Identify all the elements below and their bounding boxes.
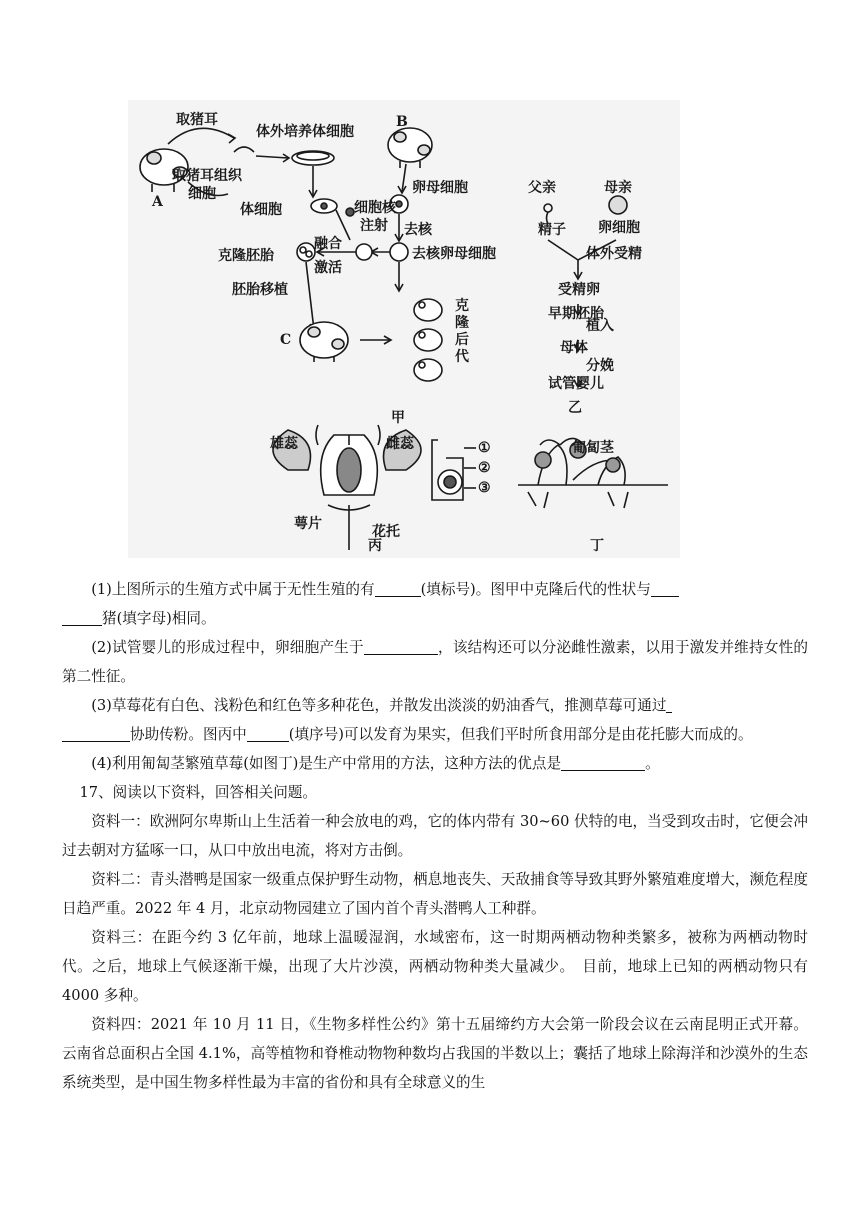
label-stolon: 匍匐茎	[572, 440, 614, 456]
label-n1: ①	[478, 440, 491, 456]
label-receptacle: 花托	[372, 524, 400, 540]
ear-tissue-icon	[234, 147, 254, 152]
label-n2: ②	[478, 460, 491, 476]
material-3: 资料三：在距今约 3 亿年前，地球上温暖湿润，水域密布，这一时期两栖动物种类繁多，被称为两栖动物时代。之后，地球上气候逐渐干燥，出现了大片沙漠，两栖动物种类大量减少。 目前，地球上已知的两栖动物只有4000 多种。	[62, 929, 808, 1004]
material-1: 资料一：欧洲阿尔卑斯山上生活着一种会放电的鸡，它的体内带有 30~60 伏特的电，当受到攻击时，它便会冲过去朝对方猛啄一口，从口中放出电流，将对方击倒。	[62, 813, 808, 859]
label-mother-body: 母体	[560, 340, 588, 356]
label-yi: 乙	[568, 400, 582, 416]
q3-answer-blank-2[interactable]	[247, 724, 289, 742]
label-mother: 母亲	[604, 180, 632, 196]
label-enucleated-egg: 去核卵母细胞	[412, 246, 496, 262]
label-father: 父亲	[528, 180, 556, 196]
enucleated-egg-icon	[390, 243, 408, 261]
arrow-take-ear	[168, 128, 234, 144]
label-baby: 试管婴儿	[548, 376, 604, 392]
label-sperm: 精子	[538, 222, 566, 238]
label-clone-embryo: 克隆胚胎	[218, 248, 274, 264]
clone-offspring-icons	[414, 299, 442, 381]
label-enucleate: 去核	[404, 222, 432, 238]
q1-answer-blank-2a[interactable]	[651, 579, 679, 597]
label-nucleus-2: 注射	[360, 218, 388, 234]
question-4	[62, 749, 808, 778]
egg-icon	[609, 196, 627, 214]
q2-part-a: (2)试管婴儿的形成过程中，卵细胞产生于	[91, 639, 364, 656]
label-bing: 丙	[368, 538, 382, 554]
material-2: 资料二：青头潜鸭是国家一级重点保护野生动物，栖息地丧失、天敌捕食等导致其野外繁殖难度增大，濒危程度日趋严重。2022 年 4 月，北京动物园建立了国内首个青头潜鸭人工种群。	[62, 871, 808, 917]
label-birth: 分娩	[586, 358, 614, 374]
question-2	[62, 633, 808, 691]
question-1	[62, 575, 808, 633]
q1-part-b: (填标号)。图甲中克隆后代的性状与	[420, 581, 651, 598]
q1-answer-blank-2b[interactable]	[62, 608, 102, 626]
q4-part-b: 。	[645, 755, 660, 772]
question-3	[62, 691, 808, 749]
q1-part-c: 猪(填字母)相同。	[102, 610, 216, 627]
q2-part-b: ，该结构还可以分泌雌性激素，以用于激发并维持女性的第二性征。	[62, 639, 808, 685]
label-pig-b: B	[396, 114, 408, 130]
q3-answer-blank-1a[interactable]	[666, 695, 672, 713]
q3-part-c: (填序号)可以发育为果实，但我们平时所食用部分是由花托膨大而成的。	[288, 726, 753, 743]
label-somatic-cell: 体细胞	[240, 202, 282, 218]
q1-part-a: (1)上图所示的生殖方式中属于无性生殖的有	[91, 581, 375, 598]
pig-b-icon	[388, 128, 432, 168]
material-4: 资料四：2021 年 10 月 11 日，《生物多样性公约》第十五届缔约方大会第一阶段会议在云南昆明正式开幕。云南省总面积占全国 4.1%，高等植物和脊椎动物物种数均占我国的半数以上；囊括了地球上除海洋和沙漠外的生态系统类型，是中国生物多样性最为丰富的省份和具有全球意义的生	[62, 1016, 808, 1091]
label-n3: ③	[478, 480, 491, 496]
q4-part-a: (4)利用匍匐茎繁殖草莓(如图丁)是生产中常用的方法，这种方法的优点是	[91, 755, 562, 772]
question-text	[62, 575, 808, 1097]
label-take-tissue-2: 细胞	[188, 186, 216, 202]
q1-answer-blank-1[interactable]	[375, 579, 421, 597]
q3-part-a: (3)草莓花有白色、浅粉色和红色等多种花色，并散发出淡淡的奶油香气，推测草莓可通过	[91, 697, 667, 714]
label-early-embryo: 早期胚胎	[548, 306, 604, 322]
label-take-ear: 取猪耳	[176, 112, 218, 128]
label-ivf: 体外受精	[586, 246, 642, 262]
sperm-icon	[544, 204, 552, 212]
q3-part-b: 协助传粉。图丙中	[130, 726, 247, 743]
q2-answer-blank[interactable]	[364, 637, 438, 655]
pig-c-icon	[300, 322, 348, 362]
label-transfer: 胚胎移植	[232, 282, 288, 298]
label-ding: 丁	[590, 538, 604, 554]
label-take-tissue-1: 取猪耳组织	[172, 168, 242, 184]
label-zygote: 受精卵	[558, 282, 600, 298]
label-implant: 植入	[586, 318, 614, 334]
label-jia: 甲	[391, 410, 405, 426]
label-fuse: 融合	[314, 236, 342, 252]
label-egg-cell: 卵母细胞	[412, 180, 468, 196]
label-activate: 激活	[314, 260, 342, 276]
label-nucleus-1: 细胞核	[354, 200, 396, 216]
question-17-title: 17、阅读以下资料，回答相关问题。	[79, 784, 317, 801]
label-offspring: 克隆后代	[455, 298, 469, 365]
label-egg: 卵细胞	[598, 220, 640, 236]
nucleus-icon	[346, 208, 354, 216]
q4-answer-blank[interactable]	[561, 753, 645, 771]
biology-figure	[128, 100, 680, 558]
label-culture: 体外培养体细胞	[256, 124, 354, 140]
label-pistil: 雌蕊	[386, 436, 414, 452]
label-pig-a: A	[152, 194, 163, 210]
label-pig-c: C	[280, 332, 292, 348]
label-sepal: 萼片	[294, 516, 322, 532]
q3-answer-blank-1b[interactable]	[62, 724, 130, 742]
ovule-icon	[432, 440, 476, 500]
label-stamen: 雄蕊	[270, 436, 298, 452]
